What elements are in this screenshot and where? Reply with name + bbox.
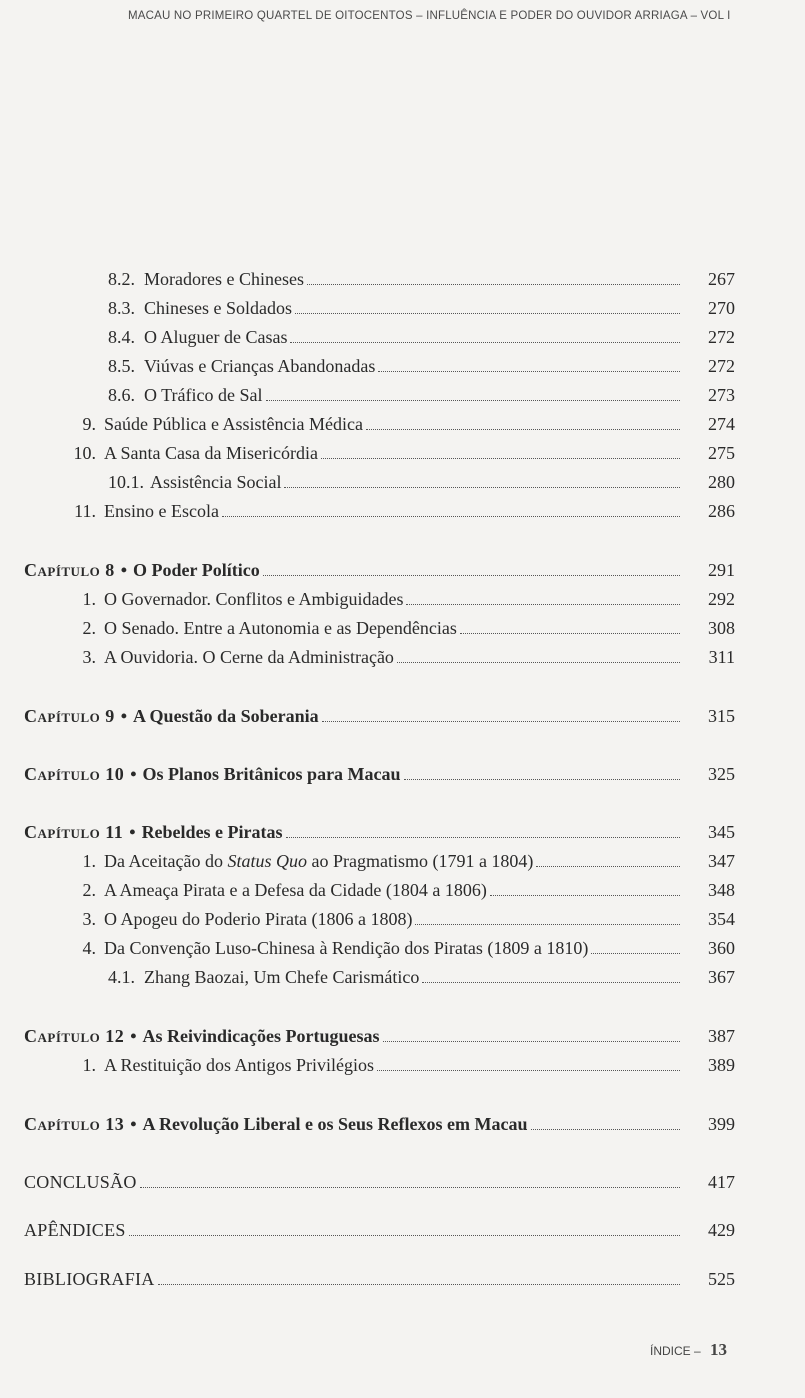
toc-entry-title [24,1169,684,1195]
toc-entry [0,440,805,466]
entry-title-text: A Ameaça Pirata e a Defesa da Cidade (1804 a 1806) [104,880,487,900]
toc-page-number: 270 [708,298,735,318]
dot-leader [286,837,680,838]
dot-leader [460,633,680,634]
toc-entry-number: 8.3. [108,298,135,318]
dot-leader [307,284,680,285]
dot-leader [322,721,680,722]
toc-entry-title [104,440,684,466]
footer-separator: – [694,1344,701,1358]
toc-page-number: 308 [708,618,735,638]
dot-leader [397,662,680,663]
toc-entry-number: 4.1. [108,967,135,987]
bullet-separator: • [120,560,128,580]
toc-entry-title [150,469,684,495]
toc-entry [0,469,805,495]
dot-leader [366,429,680,430]
chapter-label: Capítulo 9 [24,706,115,726]
toc-entry-number: 1. [82,589,96,609]
dot-leader [263,575,680,576]
chapter-title: O Poder Político [133,560,260,580]
toc-entry-title [104,615,684,641]
footer-section-label: ÍNDICE [650,1344,691,1358]
toc-chapter-entry [0,703,805,729]
toc-entry-title [104,1052,684,1078]
title-italic-part: Status Quo [227,851,307,871]
dot-leader [591,953,680,954]
toc-page-number: 367 [708,967,735,987]
bullet-separator: • [120,706,128,726]
toc-entry-number: 10. [73,443,96,463]
entry-title-text: APÊNDICES [24,1220,126,1240]
entry-title-text: A Restituição dos Antigos Privilégios [104,1055,375,1075]
toc-entry-title [24,557,684,583]
toc-entry [0,644,805,670]
toc-page-number: 292 [708,589,735,609]
toc-chapter-entry [0,557,805,583]
dot-leader [321,458,680,459]
entry-title-text: O Tráfico de Sal [144,385,263,405]
page-footer [650,1340,727,1360]
toc-page-number: 286 [708,501,735,521]
entry-title-text: A Ouvidoria. O Cerne da Administração [104,647,394,667]
toc-entry [0,295,805,321]
toc-page-number: 273 [708,385,735,405]
bullet-separator: • [130,764,137,784]
entry-title-text: Moradores e Chineses [144,269,304,289]
toc-page-number: 280 [708,472,735,492]
dot-leader [536,866,680,867]
dot-leader [129,1235,680,1236]
toc-entry-title [144,295,684,321]
toc-entry-number: 3. [82,647,96,667]
toc-entry-title [104,644,684,670]
toc-page-number: 354 [708,909,735,929]
toc-chapter-entry [0,819,805,845]
entry-title-text: O Senado. Entre a Autonomia e as Dependências [104,618,457,638]
toc-chapter-entry [0,761,805,787]
toc-entry [0,353,805,379]
toc-entry-number: 1. [82,1055,96,1075]
toc-entry-title [144,353,684,379]
toc-page-number: 387 [708,1026,735,1046]
toc-page-number: 315 [708,706,735,726]
toc-entry-number: 10.1. [108,472,144,492]
dot-leader [266,400,681,401]
dot-leader [383,1041,680,1042]
dot-leader [284,487,680,488]
toc-entry [0,586,805,612]
toc-page-number: 311 [708,647,735,667]
footer-page-number: 13 [710,1340,728,1359]
toc-page-number: 348 [708,880,735,900]
toc-entry [0,266,805,292]
dot-leader [404,779,680,780]
toc-entry-title [104,906,684,932]
chapter-label: Capítulo 13 [24,1114,125,1134]
toc-entry [0,615,805,641]
toc-page-number: 272 [708,356,735,376]
toc-page-number: 360 [708,938,735,958]
toc-entry [0,877,805,903]
dot-leader [222,516,680,517]
chapter-label: Capítulo 11 [24,822,124,842]
toc-entry-title [104,848,684,874]
toc-section-entry [0,1169,805,1195]
title-part: ao Pragmatismo (1791 a 1804) [306,851,534,871]
toc-page-number: 429 [708,1220,735,1240]
toc-entry-number: 8.5. [108,356,135,376]
chapter-label: Capítulo 10 [24,764,125,784]
entry-title-text: BIBLIOGRAFIA [24,1269,155,1289]
entry-title-text: Chineses e Soldados [144,298,292,318]
toc-chapter-entry [0,1111,805,1137]
toc-entry [0,935,805,961]
dot-leader [290,342,680,343]
toc-page-number: 347 [708,851,735,871]
toc-page-number: 389 [708,1055,735,1075]
dot-leader [377,1070,680,1071]
toc-page-number: 345 [708,822,735,842]
dot-leader [378,371,680,372]
toc-entry-number: 8.2. [108,269,135,289]
entry-title-text: A Santa Casa da Misericórdia [104,443,318,463]
toc-entry [0,382,805,408]
toc-entry-number: 2. [82,880,96,900]
chapter-title: A Revolução Liberal e os Seus Reflexos em Macau [142,1114,528,1134]
dot-leader [415,924,680,925]
toc-entry-title [144,266,684,292]
toc-entry-title [24,761,684,787]
chapter-label: Capítulo 12 [24,1026,125,1046]
entry-title-text: O Aluguer de Casas [144,327,288,347]
toc-entry-number: 9. [82,414,96,434]
toc-entry-title [24,1266,684,1292]
toc-entry-title [24,819,684,845]
toc-page-number: 325 [708,764,735,784]
toc-page-number: 291 [708,560,735,580]
toc-page-number: 267 [708,269,735,289]
entry-title-text: CONCLUSÃO [24,1172,137,1192]
toc-entry-number: 8.4. [108,327,135,347]
bullet-separator: • [130,1114,137,1134]
toc-entry-number: 4. [82,938,96,958]
toc-entry [0,906,805,932]
toc-entry-number: 3. [82,909,96,929]
dot-leader [295,313,680,314]
toc-entry-number: 1. [82,851,96,871]
toc-entry-title [24,703,684,729]
chapter-title: Rebeldes e Piratas [141,822,283,842]
toc-entry-title [144,964,684,990]
toc-chapter-entry [0,1023,805,1049]
toc-entry [0,498,805,524]
running-header: MACAU NO PRIMEIRO QUARTEL DE OITOCENTOS – INFLUÊNCIA E PODER DO OUVIDOR ARRIAGA – VOL I [128,10,731,22]
title-part: Da Aceitação do [104,851,228,871]
entry-title-text: Assistência Social [150,472,282,492]
toc-page-number: 274 [708,414,735,434]
toc-page-number: 417 [708,1172,735,1192]
toc-page-number: 525 [708,1269,735,1289]
toc-entry [0,1052,805,1078]
toc-entry [0,324,805,350]
toc-entry-number: 11. [74,501,96,521]
toc-entry [0,964,805,990]
dot-leader [406,604,680,605]
toc-entry-title [24,1111,684,1137]
toc-entry-number: 8.6. [108,385,135,405]
toc-entry-title [104,935,684,961]
dot-leader [490,895,680,896]
dot-leader [140,1187,680,1188]
chapter-title: As Reivindicações Portuguesas [142,1026,380,1046]
toc-section-entry [0,1266,805,1292]
toc-page-number: 399 [708,1114,735,1134]
toc-entry-title [24,1023,684,1049]
toc-entry-title [104,411,684,437]
bullet-separator: • [129,822,136,842]
bullet-separator: • [130,1026,137,1046]
toc-entry-title [24,1217,684,1243]
dot-leader [158,1284,680,1285]
entry-title-text: Saúde Pública e Assistência Médica [104,414,363,434]
chapter-title: Os Planos Britânicos para Macau [142,764,401,784]
toc-entry-title [144,382,684,408]
toc-entry-title [144,324,684,350]
toc-entry-title [104,877,684,903]
entry-title-text: O Governador. Conflitos e Ambiguidades [104,589,404,609]
toc-page-number: 272 [708,327,735,347]
toc-entry-title [104,498,684,524]
dot-leader [422,982,680,983]
toc-entry-title [104,586,684,612]
toc-page-number: 275 [708,443,735,463]
entry-title-text: O Apogeu do Poderio Pirata (1806 a 1808) [104,909,413,929]
dot-leader [531,1129,681,1130]
toc-entry-number: 2. [82,618,96,638]
entry-title-text: Viúvas e Crianças Abandonadas [144,356,376,376]
entry-title-text: Ensino e Escola [104,501,219,521]
toc-entry [0,411,805,437]
entry-title-text: Zhang Baozai, Um Chefe Carismático [144,967,420,987]
toc-entry [0,848,805,874]
chapter-title: A Questão da Soberania [133,706,319,726]
toc-section-entry [0,1217,805,1243]
entry-title-text: Da Convenção Luso-Chinesa à Rendição dos Piratas (1809 a 1810) [104,938,589,958]
chapter-label: Capítulo 8 [24,560,115,580]
